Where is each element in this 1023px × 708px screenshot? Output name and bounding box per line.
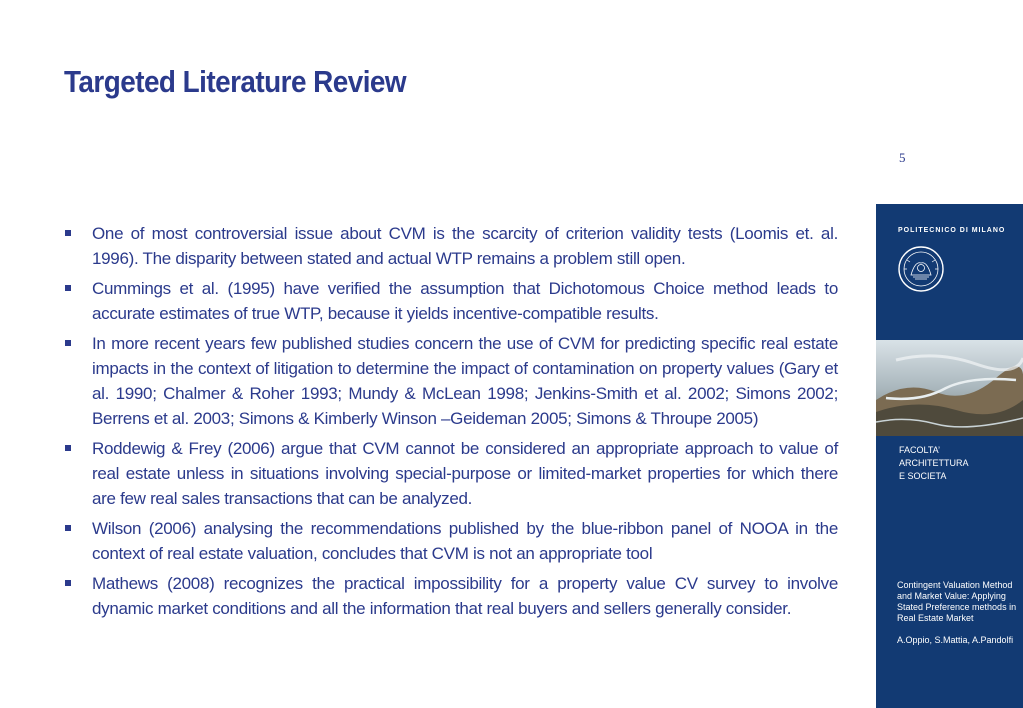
bullet-item — [64, 331, 838, 431]
bullet-item — [64, 516, 838, 566]
bullet-text: In more recent years few published studies concern the use of CVM for predicting specific real estate impacts in the context of litigation to determine the impact of contamination on property values (Gary et al. 1990; Chalmer & Roher 1993; Mundy & McLean 1998; Jenkins-Smith et al. 2002; Simons 2002; Berrens et al. 2003; Simons & Kimberly Winson –Geideman 2005; Simons & Throupe 2005) — [92, 334, 838, 428]
square-bullet-icon — [65, 285, 71, 291]
university-name: POLITECNICO DI MILANO — [898, 227, 1006, 234]
sidebar-panel — [876, 204, 1023, 708]
faculty-line: E SOCIETA — [899, 471, 947, 481]
bullet-text: Wilson (2006) analysing the recommendations published by the blue-ribbon panel of NOOA in the context of real estate valuation, concludes that CVM is not an appropriate tool — [92, 519, 838, 563]
square-bullet-icon — [65, 230, 71, 236]
square-bullet-icon — [65, 525, 71, 531]
bullet-text: One of most controversial issue about CVM is the scarcity of criterion validity tests (Loomis et. al. 1996). The disparity between stated and actual WTP remains a problem still open. — [92, 224, 838, 268]
faculty-line: FACOLTA’ — [899, 445, 941, 455]
university-seal-icon — [898, 246, 944, 292]
bullet-text: Roddewig & Frey (2006) argue that CVM cannot be considered an appropriate approach to value of real estate unless in situations involving special-purpose or limited-market properties for which there are few real sales transactions that can be analyzed. — [92, 439, 838, 508]
presentation-title: Contingent Valuation Method and Market Value: Applying Stated Preference methods in Real Estate Market — [897, 580, 1017, 623]
presentation-credits — [897, 580, 1019, 646]
aerial-landscape-image — [876, 340, 1023, 436]
square-bullet-icon — [65, 580, 71, 586]
page-number: 5 — [899, 150, 906, 165]
bullet-list — [64, 221, 838, 626]
slide-title: Targeted Literature Review — [64, 64, 407, 99]
authors: A.Oppio, S.Mattia, A.Pandolfi — [897, 635, 1014, 645]
bullet-item — [64, 436, 838, 511]
bullet-text: Cummings et al. (1995) have verified the assumption that Dichotomous Choice method leads to accurate estimates of true WTP, because it yields incentive-compatible results. — [92, 279, 838, 323]
bullet-item — [64, 276, 838, 326]
bullet-text: Mathews (2008) recognizes the practical impossibility for a property value CV survey to involve dynamic market conditions and all the information that real buyers and sellers generally consider. — [92, 574, 838, 618]
faculty-label — [899, 444, 1009, 483]
bullet-item — [64, 221, 838, 271]
faculty-line: ARCHITETTURA — [899, 458, 969, 468]
bullet-item — [64, 571, 838, 621]
square-bullet-icon — [65, 340, 71, 346]
square-bullet-icon — [65, 445, 71, 451]
